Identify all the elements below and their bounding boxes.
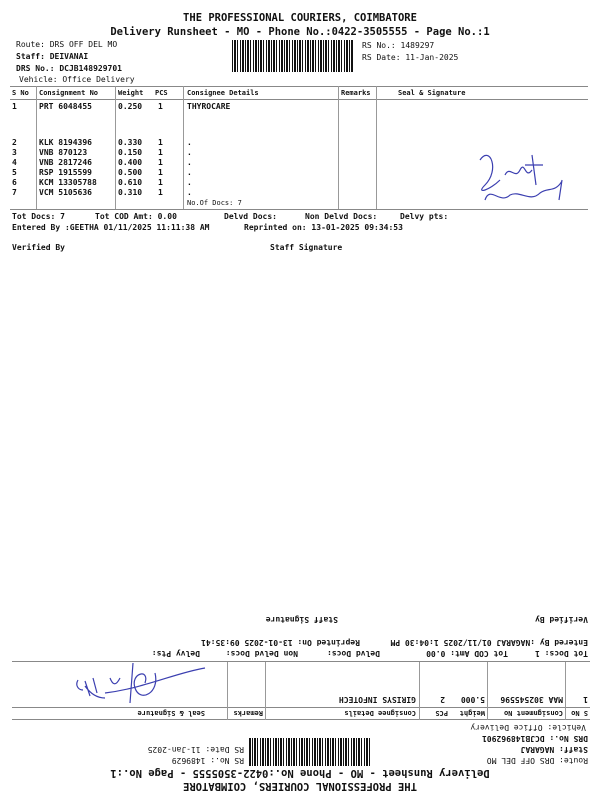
runsheet-2-upside-down [0,585,600,800]
entered-by: Entered By :GEETHA 01/11/2025 11:11:38 AM [12,223,210,232]
staff: Staff: DEIVANAI [16,52,89,61]
col-consignee: Consignee Details [187,89,259,97]
tot-cod: Tot COD Amt: 0.00 [426,649,508,658]
reprinted-on: Reprinted on: 13-01-2025 09:34:53 [244,223,403,232]
col-consignment: Consignment No [503,709,563,717]
delvd-docs: Delvd Docs: [327,649,380,658]
rs-date: RS Date: 11-Jan-2025 [362,53,459,62]
cell-pcs: 2 [440,695,445,704]
staff: Staff: NAGARAJ [520,745,588,754]
cell-sno: 1 [12,102,17,111]
runsheet-subtitle: Delivery Runsheet - MO - Phone No.:0422-3505555 - Page No.:1 [110,767,490,779]
company-name: THE PROFESSIONAL COURIERS, COIMBATORE [183,780,417,792]
cell-weight: 0.400 [118,158,143,167]
cell-cons: KCM 13305788 [39,178,97,187]
cell-cons: KLK 8194396 [39,138,92,147]
cell-pcs: 1 [158,178,163,187]
cell-details: . [187,158,192,167]
cell-details: THYROCARE [187,102,231,111]
cell-weight: 0.310 [118,188,143,197]
cell-pcs: 1 [158,158,163,167]
vehicle: Vehicle: Office Delivery [19,75,135,84]
cell-weight: 0.500 [118,168,143,177]
cell-pcs: 1 [158,138,163,147]
cell-weight: 5.000 [460,695,485,704]
cell-sno: 3 [12,148,17,157]
cell-details: . [187,138,192,147]
cell-consignee: GIRISYS INFOTECH [338,695,416,704]
rs-number: RS No.: 1489297 [362,41,435,50]
col-pcs: PCS [155,89,168,97]
cell-details: . [187,168,192,177]
vehicle: Vehicle: Office Delivery [470,723,586,732]
staff-signature: Staff Signature [265,615,338,624]
cell-details: . [187,178,192,187]
col-pcs: PCS [435,709,448,717]
signature [470,140,580,210]
col-consignee: Consignee Details [344,709,416,717]
cell-details: . [187,188,192,197]
barcode [232,40,354,72]
rs-number: RS No.: 1489629 [171,756,244,765]
col-seal: Seal & Signature [137,709,205,717]
delvd-docs: Delvd Docs: [224,212,277,221]
tot-cod: Tot COD Amt: 0.00 [95,212,177,221]
cell-cons: PRT 6048455 [39,102,92,111]
non-delvd-docs: Non Delvd Docs: [305,212,378,221]
col-remarks: Remarks [233,709,263,717]
staff-signature: Staff Signature [270,243,343,252]
rs-date: RS Date: 11-Jan-2025 [147,745,244,754]
cell-weight: 0.610 [118,178,143,187]
company-name: THE PROFESSIONAL COURIERS, COIMBATORE [183,12,417,24]
cell-weight: 0.330 [118,138,143,147]
col-weight: Weight [459,709,485,717]
cell-sno: 4 [12,158,17,167]
col-sno: S No [571,709,588,717]
verified-by: Verified By [535,615,588,624]
cell-sno: 1 [583,695,588,704]
signature [65,658,215,708]
cell-details: . [187,148,192,157]
cell-pcs: 1 [158,102,163,111]
cell-weight: 0.250 [118,102,143,111]
cell-sno: 6 [12,178,17,187]
cell-pcs: 1 [158,148,163,157]
non-delvd-docs: Non Delvd Docs: [225,649,298,658]
entered-by: Entered By :NAGARAJ 01/11/2025 1:04:30 PM [390,638,588,647]
route: Route: DRS OFF DEL MO [16,40,118,49]
tot-docs: Tot Docs: 1 [535,649,588,658]
cell-cons: VNB 870123 [39,148,88,157]
no-of-docs: No.Of Docs: 7 [187,199,242,207]
runsheet-subtitle: Delivery Runsheet - MO - Phone No.:0422-3505555 - Page No.:1 [110,26,490,38]
cell-sno: 7 [12,188,17,197]
cell-cons: VCM 5105636 [39,188,92,197]
cell-cons: RSP 1915599 [39,168,92,177]
col-weight: Weight [118,89,144,97]
cell-pcs: 1 [158,188,163,197]
col-sno: S No [12,89,29,97]
cell-consignment: MAA 302545596 [500,695,563,704]
cell-pcs: 1 [158,168,163,177]
verified-by: Verified By [12,243,65,252]
reprinted-on: Reprinted On: 13-01-2025 09:35:41 [201,638,360,647]
barcode [248,738,370,766]
cell-weight: 0.150 [118,148,143,157]
cell-sno: 2 [12,138,17,147]
delvy-pts: Delvy Pts: [151,649,200,658]
delvy-pts: Delvy pts: [400,212,449,221]
tot-docs: Tot Docs: 7 [12,212,65,221]
drs-number: DRS No.: DCJB148962901 [482,734,588,743]
col-remarks: Remarks [341,89,371,97]
drs-number: DRS No.: DCJB148929701 [16,64,122,73]
cell-cons: VNB 2817246 [39,158,92,167]
cell-sno: 5 [12,168,17,177]
col-seal: Seal & Signature [398,89,466,97]
route: Route: DRS OFF DEL MO [486,756,588,765]
col-consignment: Consignment No [39,89,99,97]
